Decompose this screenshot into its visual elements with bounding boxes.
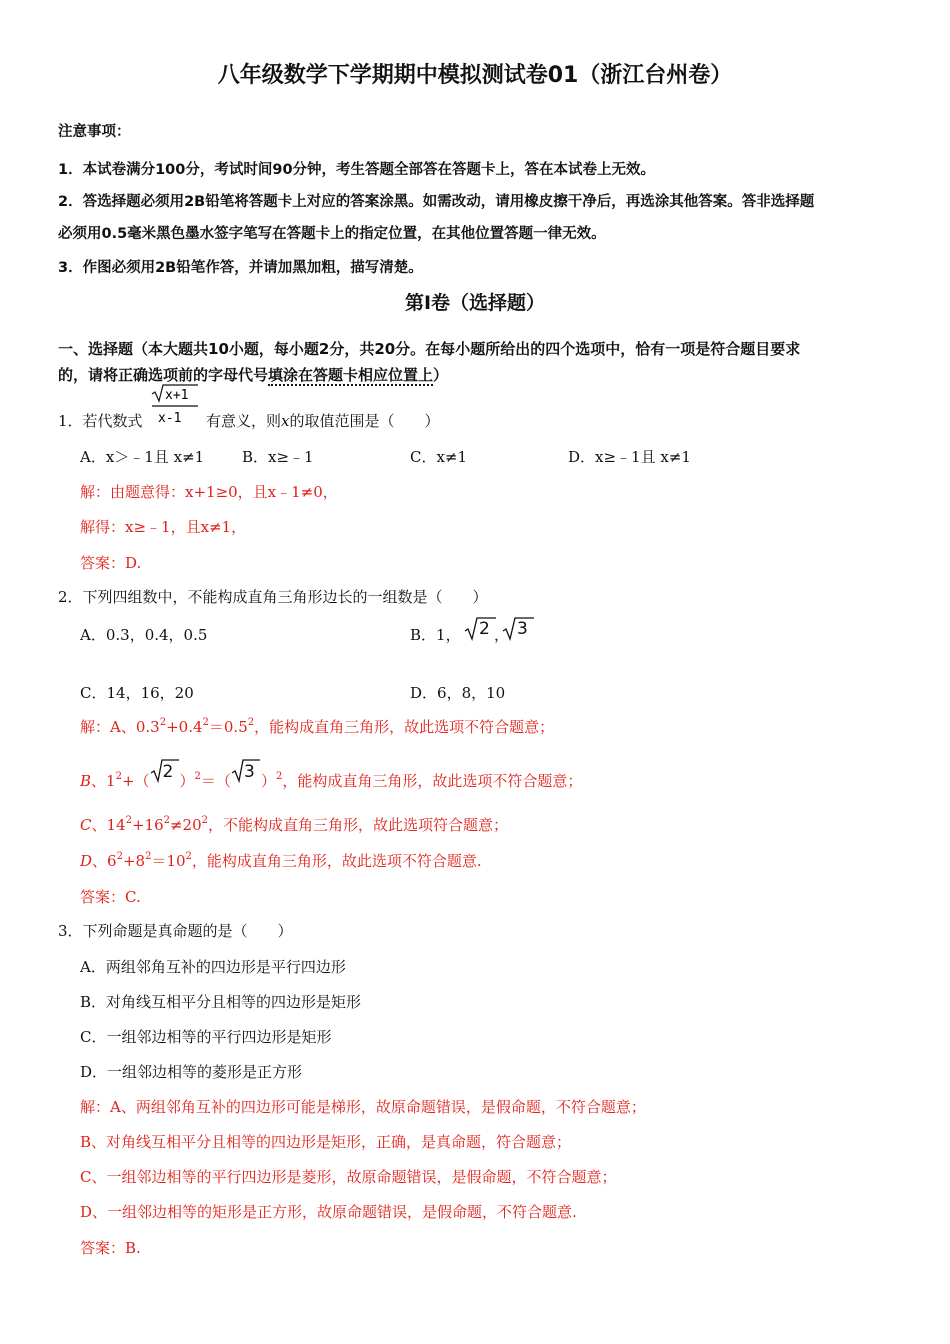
q2-solution-c (80, 814, 508, 835)
q2-radicand-1: 2 (479, 619, 490, 639)
q1-option-c: C．x≠1 (410, 448, 468, 466)
q2-option-b (410, 619, 528, 645)
notes-heading: 注意事项： (58, 124, 131, 140)
q2-stem: 2．下列四组数中，不能构成直角三角形边长的一组数是（ ） (58, 588, 488, 606)
note-1: 1．本试卷满分100分，考试时间90分钟，考生答题全部答在答题卡上，答在本试卷上无效。 (58, 162, 656, 178)
q2-sol-c-expr: 、$14^2+16^2\ne 20^2$ (91, 815, 209, 834)
q1-suffix-a: 有意义，则 (206, 412, 282, 430)
note-2: 2．答选择题必须用2B铅笔将答题卡上对应的答案涂黑。如需改动，请用橡皮擦干净后，再选涂其他答案。答非选择题 (58, 194, 815, 210)
section-intro-c: ） (433, 366, 449, 384)
q1-answer: 答案：D. (80, 554, 142, 572)
q3-option-a: A．两组邻角互补的四边形是平行四边形 (80, 958, 346, 976)
section-intro-line1: 一、选择题（本大题共10小题，每小题2分，共20分。在每小题所给出的四个选项中，恰有一项是符合题目要求 (58, 340, 801, 358)
q1-option-a: A．x＞﹣1且 x≠1 (80, 448, 205, 466)
q2-option-b-prefix: B．1， (410, 626, 461, 644)
q2-option-d: D．6，8，10 (410, 684, 506, 702)
sqrt2-glyph: 2 (150, 766, 180, 786)
q2-sol-b-text: ，能构成直角三角形，故此选项不符合题意； (282, 772, 583, 790)
q3-option-d: D．一组邻边相等的菱形是正方形 (80, 1063, 303, 1081)
q2-sol-d-label: D (80, 852, 93, 870)
q2-sol-a-text: 、$0.3^2+0.4^2=0.5^2$，能构成直角三角形，故此选项不符合题意； (120, 717, 555, 736)
q1-solution-2: 解得：x≥﹣1，且x≠1， (80, 518, 247, 536)
q1-prefix: 1．若代数式 (58, 412, 143, 430)
q2-sol-d-expr: 、$6^2+8^2=10^2$ (92, 851, 192, 870)
q2-sol-c-text: ，不能构成直角三角形，故此选项符合题意； (208, 816, 509, 834)
q2-sol-b-expr: 、$1^2+$（ 2 ）$^2$＝（ 3 ）$^2$ (91, 772, 282, 790)
q3-solution-b: B、对角线互相平分且相等的四边形是矩形，正确，是真命题，符合题意； (80, 1133, 572, 1151)
q2-option-c: C．14，16，20 (80, 684, 194, 702)
q3-solution-a: 解：A、两组邻角互补的四边形可能是梯形，故原命题错误，是假命题，不符合题意； (80, 1098, 646, 1116)
q2-solution-b (80, 762, 583, 791)
q1-fraction-icon (150, 384, 200, 428)
q2-sol-b-label: B (80, 772, 92, 790)
section-intro-line2 (58, 364, 448, 385)
q2-sol-d-text: ，能构成直角三角形，故此选项不符合题意. (191, 852, 482, 870)
q1-suffix (206, 410, 440, 431)
section-intro-b: 填涂在答题卡相应位置上 (268, 366, 434, 384)
page-title: 八年级数学下学期期中模拟测试卷01（浙江台州卷） (217, 63, 733, 88)
q2-radicand-2: 3 (517, 619, 528, 639)
q1-numerator: x+1 (165, 388, 189, 403)
q3-solution-d: D、一组邻边相等的矩形是正方形，故原命题错误，是假命题，不符合题意. (80, 1203, 577, 1221)
note-2-cont: 必须用0.5毫米黑色墨水签字笔写在答题卡上的指定位置，在其他位置答题一律无效。 (58, 226, 606, 242)
sqrt3-glyph: 3 (231, 766, 261, 786)
q3-answer: 答案：B. (80, 1239, 141, 1257)
q1-option-d: D．x≥﹣1且 x≠1 (568, 448, 691, 466)
note-3: 3．作图必须用2B铅笔作答，并请加黑加粗，描写清楚。 (58, 260, 423, 276)
q3-option-b: B．对角线互相平分且相等的四边形是矩形 (80, 993, 362, 1011)
q2-sol-a-label: 解：A (80, 718, 121, 736)
q1-suffix-b: 的取值范围是（ ） (289, 412, 440, 430)
q2-option-b-sqrt2 (464, 616, 498, 642)
q1-var: x (281, 412, 290, 430)
q3-stem: 3．下列命题是真命题的是（ ） (58, 922, 293, 940)
q1-denominator: x-1 (158, 411, 182, 426)
q1-option-b: B．x≥﹣1 (242, 448, 314, 466)
q2-solution-a (80, 716, 554, 737)
q2-option-a: A．0.3，0.4，0.5 (80, 626, 208, 644)
section-intro-a: 的，请将正确选项前的字母代号 (58, 366, 269, 384)
section-title: 第Ⅰ卷（选择题） (404, 292, 546, 314)
q2-solution-d (80, 850, 482, 871)
q2-option-b-sqrt3 (502, 616, 536, 642)
q1-solution-1: 解：由题意得：x+1≥0，且x﹣1≠0， (80, 483, 338, 501)
q2-sol-c-label: C (80, 816, 92, 834)
q3-option-c: C．一组邻边相等的平行四边形是矩形 (80, 1028, 332, 1046)
q2-answer: 答案：C. (80, 888, 141, 906)
q2-option-b-comma: ， (494, 626, 510, 644)
q3-solution-c: C、一组邻边相等的平行四边形是菱形，故原命题错误，是假命题，不符合题意； (80, 1168, 617, 1186)
